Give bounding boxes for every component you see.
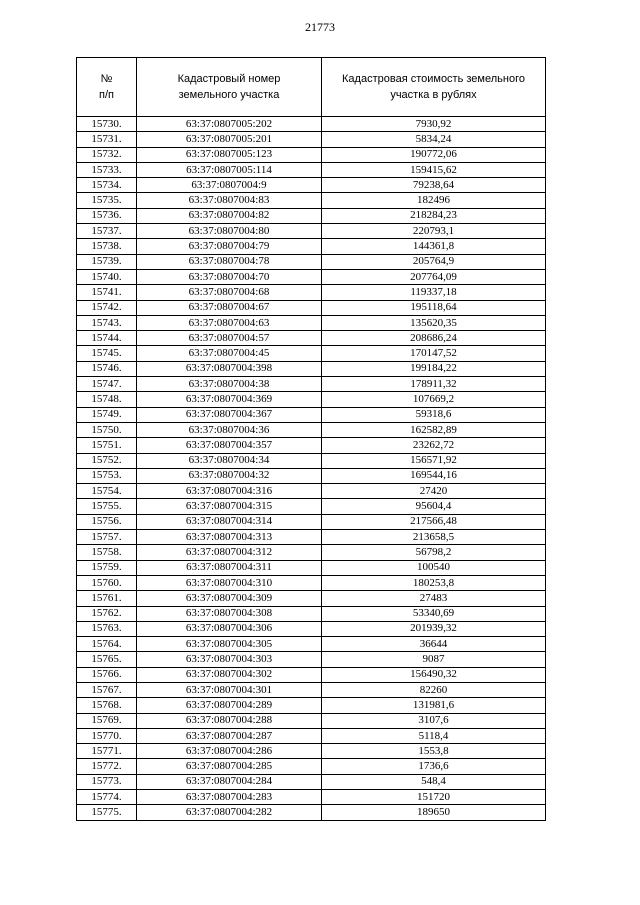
cadastral-number: 63:37:0807004:314 [137,514,322,529]
cadastral-number: 63:37:0807004:315 [137,499,322,514]
cadastral-number: 63:37:0807004:312 [137,545,322,560]
header-cadastral-number [137,58,322,117]
cadastral-number: 63:37:0807004:70 [137,269,322,284]
table-row [77,774,546,789]
table-row [77,269,546,284]
cadastral-value: 95604,4 [322,499,546,514]
row-number: 15752. [77,453,137,468]
cadastral-number: 63:37:0807004:80 [137,224,322,239]
table-row [77,591,546,606]
row-number: 15763. [77,621,137,636]
header-number [77,58,137,117]
cadastral-number: 63:37:0807004:288 [137,713,322,728]
cadastral-number: 63:37:0807004:369 [137,392,322,407]
cadastral-value: 180253,8 [322,575,546,590]
row-number: 15736. [77,208,137,223]
row-number: 15740. [77,269,137,284]
cadastral-number: 63:37:0807004:36 [137,422,322,437]
row-number: 15741. [77,285,137,300]
cadastral-value: 208686,24 [322,331,546,346]
row-number: 15765. [77,652,137,667]
table-row [77,759,546,774]
cadastral-value: 207764,09 [322,269,546,284]
cadastral-number: 63:37:0807004:282 [137,805,322,820]
table-row [77,285,546,300]
cadastral-value: 100540 [322,560,546,575]
row-number: 15754. [77,484,137,499]
cadastral-value: 79238,64 [322,178,546,193]
cadastral-value: 9087 [322,652,546,667]
table-row [77,392,546,407]
row-number: 15746. [77,361,137,376]
row-number: 15744. [77,331,137,346]
cadastral-value: 156490,32 [322,667,546,682]
row-number: 15733. [77,162,137,177]
cadastral-value: 36644 [322,637,546,652]
table-row [77,254,546,269]
row-number: 15732. [77,147,137,162]
cadastral-number: 63:37:0807004:303 [137,652,322,667]
cadastral-number: 63:37:0807004:289 [137,698,322,713]
cadastral-number: 63:37:0807004:79 [137,239,322,254]
cadastral-number: 63:37:0807005:123 [137,147,322,162]
cadastral-number: 63:37:0807005:202 [137,117,322,132]
cadastral-number: 63:37:0807004:301 [137,682,322,697]
row-number: 15749. [77,407,137,422]
cadastral-number: 63:37:0807004:286 [137,744,322,759]
cadastral-value: 217566,48 [322,514,546,529]
table-row [77,162,546,177]
table-row [77,728,546,743]
cadastral-value: 1553,8 [322,744,546,759]
cadastral-value: 220793,1 [322,224,546,239]
table-row [77,667,546,682]
table-row [77,560,546,575]
table-row [77,331,546,346]
cadastral-value: 170147,52 [322,346,546,361]
cadastral-value: 195118,64 [322,300,546,315]
row-number: 15745. [77,346,137,361]
header-number-line2: п/п [99,89,114,101]
table-row [77,637,546,652]
cadastral-number: 63:37:0807004:309 [137,591,322,606]
cadastral-number: 63:37:0807004:38 [137,377,322,392]
table-row [77,606,546,621]
table-row [77,805,546,820]
row-number: 15755. [77,499,137,514]
header-number-line1: № [100,73,113,85]
table-row [77,790,546,805]
cadastral-value: 189650 [322,805,546,820]
cadastral-value: 131981,6 [322,698,546,713]
row-number: 15773. [77,774,137,789]
cadastral-value: 178911,32 [322,377,546,392]
cadastral-value: 53340,69 [322,606,546,621]
cadastral-number: 63:37:0807004:357 [137,438,322,453]
cadastral-value: 1736,6 [322,759,546,774]
cadastral-number: 63:37:0807005:114 [137,162,322,177]
row-number: 15748. [77,392,137,407]
table-row [77,530,546,545]
cadastral-value: 199184,22 [322,361,546,376]
cadastral-value: 162582,89 [322,422,546,437]
table-row [77,346,546,361]
row-number: 15738. [77,239,137,254]
cadastral-number: 63:37:0807004:311 [137,560,322,575]
cadastral-value: 182496 [322,193,546,208]
row-number: 15747. [77,377,137,392]
cadastral-value: 119337,18 [322,285,546,300]
row-number: 15751. [77,438,137,453]
cadastral-value: 27420 [322,484,546,499]
table-body [77,117,546,821]
table-row [77,239,546,254]
table-row [77,407,546,422]
table-row [77,484,546,499]
table-row [77,682,546,697]
cadastral-number: 63:37:0807004:82 [137,208,322,223]
cadastral-number: 63:37:0807004:284 [137,774,322,789]
table-row [77,178,546,193]
cadastral-number: 63:37:0807005:201 [137,132,322,147]
cadastral-value: 144361,8 [322,239,546,254]
row-number: 15737. [77,224,137,239]
row-number: 15769. [77,713,137,728]
row-number: 15760. [77,575,137,590]
table-row [77,514,546,529]
cadastral-number: 63:37:0807004:68 [137,285,322,300]
row-number: 15753. [77,468,137,483]
cadastral-number: 63:37:0807004:398 [137,361,322,376]
table-row [77,208,546,223]
cadastral-number: 63:37:0807004:34 [137,453,322,468]
cadastral-value: 82260 [322,682,546,697]
cadastral-value: 190772,06 [322,147,546,162]
cadastral-value: 218284,23 [322,208,546,223]
table-row [77,713,546,728]
cadastral-value: 159415,62 [322,162,546,177]
cadastral-number: 63:37:0807004:313 [137,530,322,545]
table-row [77,377,546,392]
cadastral-number: 63:37:0807004:67 [137,300,322,315]
cadastral-number: 63:37:0807004:83 [137,193,322,208]
row-number: 15772. [77,759,137,774]
cadastral-value: 205764,9 [322,254,546,269]
cadastral-value: 151720 [322,790,546,805]
cadastral-value: 169544,16 [322,468,546,483]
row-number: 15734. [77,178,137,193]
header-cadastral-line2: земельного участка [178,89,280,101]
row-number: 15730. [77,117,137,132]
row-number: 15768. [77,698,137,713]
row-number: 15770. [77,728,137,743]
row-number: 15774. [77,790,137,805]
row-number: 15761. [77,591,137,606]
table-row [77,621,546,636]
table-row [77,422,546,437]
table-row [77,698,546,713]
cadastral-value: 23262,72 [322,438,546,453]
row-number: 15771. [77,744,137,759]
header-value-line2: участка в рублях [390,89,477,101]
row-number: 15742. [77,300,137,315]
table-row [77,315,546,330]
header-value-line1: Кадастровая стоимость земельного [342,73,525,85]
cadastral-value: 5834,24 [322,132,546,147]
table-row [77,575,546,590]
table-row [77,652,546,667]
row-number: 15758. [77,545,137,560]
row-number: 15750. [77,422,137,437]
cadastral-number: 63:37:0807004:285 [137,759,322,774]
table-row [77,147,546,162]
cadastral-number: 63:37:0807004:45 [137,346,322,361]
table-row [77,132,546,147]
cadastral-number: 63:37:0807004:367 [137,407,322,422]
cadastral-value: 5118,4 [322,728,546,743]
row-number: 15739. [77,254,137,269]
table-row [77,468,546,483]
cadastral-number: 63:37:0807004:9 [137,178,322,193]
page-number: 21773 [305,20,335,34]
cadastral-value: 3107,6 [322,713,546,728]
cadastral-number: 63:37:0807004:283 [137,790,322,805]
cadastral-number: 63:37:0807004:57 [137,331,322,346]
row-number: 15757. [77,530,137,545]
cadastral-number: 63:37:0807004:306 [137,621,322,636]
cadastral-number: 63:37:0807004:308 [137,606,322,621]
row-number: 15775. [77,805,137,820]
table-row [77,499,546,514]
cadastral-number: 63:37:0807004:305 [137,637,322,652]
table-row [77,438,546,453]
cadastral-number: 63:37:0807004:78 [137,254,322,269]
row-number: 15756. [77,514,137,529]
table-row [77,453,546,468]
row-number: 15731. [77,132,137,147]
row-number: 15759. [77,560,137,575]
cadastral-number: 63:37:0807004:32 [137,468,322,483]
cadastral-value: 107669,2 [322,392,546,407]
cadastral-table [76,57,546,821]
cadastral-number: 63:37:0807004:287 [137,728,322,743]
table-row [77,193,546,208]
row-number: 15766. [77,667,137,682]
row-number: 15743. [77,315,137,330]
cadastral-value: 201939,32 [322,621,546,636]
header-cadastral-value [322,58,546,117]
table-row [77,300,546,315]
cadastral-number: 63:37:0807004:302 [137,667,322,682]
cadastral-value: 156571,92 [322,453,546,468]
row-number: 15767. [77,682,137,697]
cadastral-value: 56798,2 [322,545,546,560]
table-row [77,361,546,376]
table-row [77,117,546,132]
cadastral-value: 213658,5 [322,530,546,545]
cadastral-value: 7930,92 [322,117,546,132]
header-cadastral-line1: Кадастровый номер [177,73,281,85]
cadastral-value: 135620,35 [322,315,546,330]
cadastral-value: 27483 [322,591,546,606]
cadastral-number: 63:37:0807004:310 [137,575,322,590]
cadastral-value: 548,4 [322,774,546,789]
row-number: 15735. [77,193,137,208]
cadastral-value: 59318,6 [322,407,546,422]
cadastral-number: 63:37:0807004:316 [137,484,322,499]
table-row [77,545,546,560]
table-row [77,224,546,239]
row-number: 15762. [77,606,137,621]
table-header [77,58,546,117]
row-number: 15764. [77,637,137,652]
header-row [77,58,546,117]
table-row [77,744,546,759]
cadastral-number: 63:37:0807004:63 [137,315,322,330]
